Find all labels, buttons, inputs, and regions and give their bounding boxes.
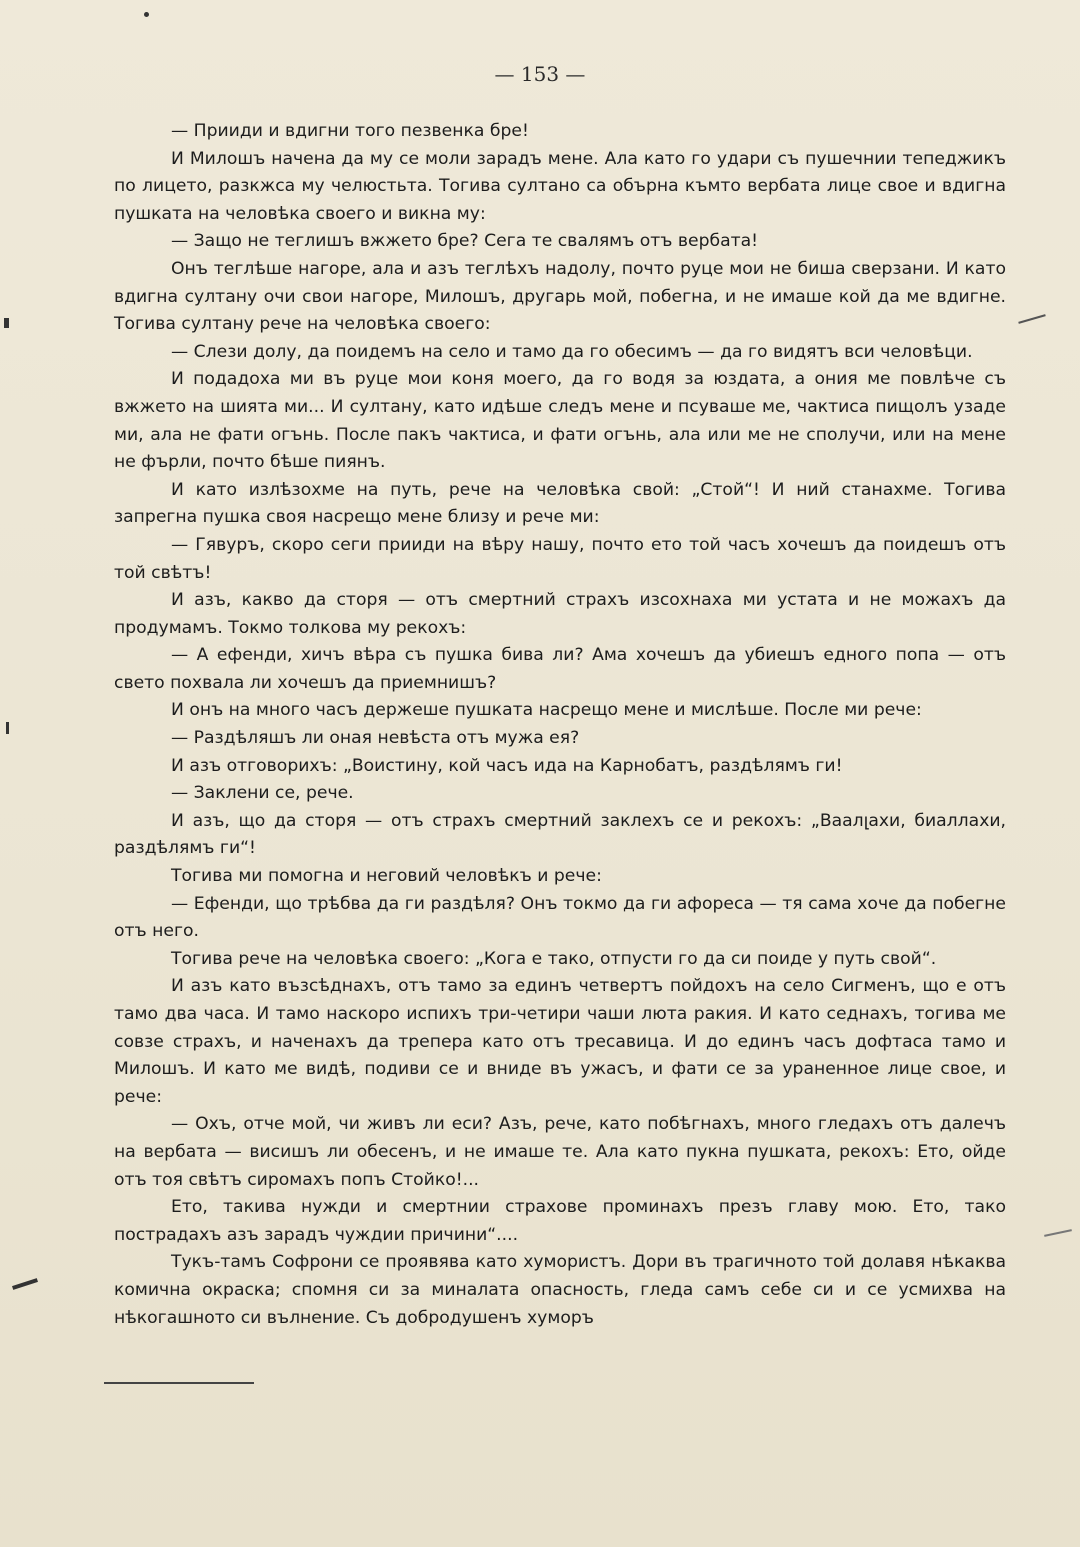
paragraph-4: Онъ теглѣше нагоре, ала и азъ теглѣхъ надолу, почто руце мои не биша сверзани. И като вдигна султану очи свои нагоре, Милошъ, другарь мой, побегна, и не имаше кой да ме вдигне. Тогива султану рече на человѣка своего: (114, 258, 1006, 335)
margin-mark-left-3 (12, 1278, 38, 1290)
page-number: — 153 — (494, 62, 586, 86)
paragraph-6: И подадоха ми въ руце мои коня моего, да го водя за юздата, а ония ме повлѣче съ вжжето на шията ми... И султану, като идѣше следъ мене и псуваше ме, чактиса пищолъ узаде ми, ала не фати огънь. После пакъ чактиса, и фати огънь, ала или ме не сполучи, или на мене не фърли, почто бѣше пиянъ. (114, 369, 1006, 473)
paragraph-14: — Заклени се, рече. (171, 783, 354, 804)
margin-mark-top (144, 12, 149, 17)
paragraph-15: И азъ, що да сторя — отъ страхъ смертний заклехъ се и рекохъ: „Ваалլахи, биаллахи, раздѣлямъ ги“! (114, 810, 1006, 859)
paragraph-13: И азъ отговорихъ: „Воистину, кой часъ ида на Карнобатъ, раздѣлямъ ги! (171, 755, 843, 776)
margin-mark-left-1 (4, 318, 9, 328)
paragraph-20: — Охъ, отче мой, чи живъ ли еси? Азъ, рече, като побѣгнахъ, много гледахъ отъ далечъ на вербата — висишъ ли обесенъ, и не имаше те. Ала като пукна пушката, рекохъ: Ето, ойде отъ тоя свѣтъ сиромахъ попъ Стойко!... (114, 1114, 1006, 1190)
margin-mark-right-2 (1044, 1229, 1072, 1237)
margin-mark-right-1 (1018, 314, 1045, 324)
body-text (114, 118, 1006, 1332)
paragraph-7: И като излѣзохме на путь, рече на человѣка свой: „Стой“! И ний станахме. Тогива запрегна пушка своя насрещо мене близу и рече ми: (114, 479, 1006, 528)
paragraph-18: Тогива рече на человѣка своего: „Кога е тако, отпусти го да си поиде у путь свой“. (171, 948, 937, 969)
margin-mark-left-2 (6, 722, 9, 734)
paragraph-5: — Слези долу, да поидемъ на село и тамо да го обесимъ — да го видятъ вси человѣци. (171, 341, 973, 362)
paragraph-8: — Гявуръ, скоро сеги прииди на вѣру нашу, почто ето той часъ хочешъ да поидешъ отъ той свѣтъ! (114, 534, 1006, 583)
paragraph-22: Тукъ-тамъ Софрони се проявява като хумористъ. Дори въ трагичното той долавя нѣкаква комична окраска; спомня си за миналата опасность, гледа самъ себе си и се усмихва на нѣкогашното си вълнение. Съ добродушенъ хуморъ (114, 1252, 1006, 1328)
paragraph-11: И онъ на много часъ держеше пушката насрещо мене и мислѣше. После ми рече: (171, 700, 922, 721)
paragraph-3: — Защо не теглишъ вжжето бре? Сега те свалямъ отъ вербата! (171, 231, 759, 252)
paragraph-19: И азъ като възсѣднахъ, отъ тамо за единъ четвертъ пойдохъ на село Сигменъ, що е отъ тамо два часа. И тамо наскоро испихъ три-четири чаши люта ракия. И като седнахъ, тогива ме совзе страхъ, и наченахъ да трепера като отъ тресавица. И до единъ часъ дофтаса тамо и Милошъ. И като ме видѣ, подиви се и вниде въ ужасъ, и фати се за ураненное лице свое, и рече: (114, 976, 1006, 1107)
underline-annotation (104, 1382, 254, 1384)
paragraph-2: И Милошъ начена да му се моли зарадъ мене. Ала като го удари съ пушечнии тепеджикъ по лицето, разкжса му челюстьта. Тогива султано са обърна къмто вербата лице свое и вдигна пушката на человѣка своего и викна му: (114, 148, 1006, 224)
paragraph-16: Тогива ми помогна и неговий человѣкъ и рече: (171, 866, 602, 887)
paragraph-12: — Раздѣляшъ ли оная невѣста отъ мужа ея? (171, 728, 580, 749)
paragraph-17: — Ефенди, що трѣбва да ги раздѣля? Онъ токмо да ги афореса — тя сама хоче да побегне отъ него. (114, 893, 1006, 942)
paragraph-10: — А ефенди, хичъ вѣра съ пушка бива ли? Ама хочешъ да убиешъ едного попа — отъ свето похвала ли хочешъ да приемнишъ? (114, 645, 1006, 693)
paragraph-9: И азъ, какво да сторя — отъ смертний страхъ изсохнаха ми устата и не можахъ да продумамъ. Токмо толкова му рекохъ: (114, 590, 1006, 638)
paragraph-21: Ето, такива нужди и смертнии страхове проминахъ презъ главу мою. Ето, тако пострадахъ азъ зарадъ чуждии причини“.... (114, 1197, 1006, 1245)
paragraph-1: — Прииди и вдигни того пезвенка бре! (171, 121, 529, 141)
